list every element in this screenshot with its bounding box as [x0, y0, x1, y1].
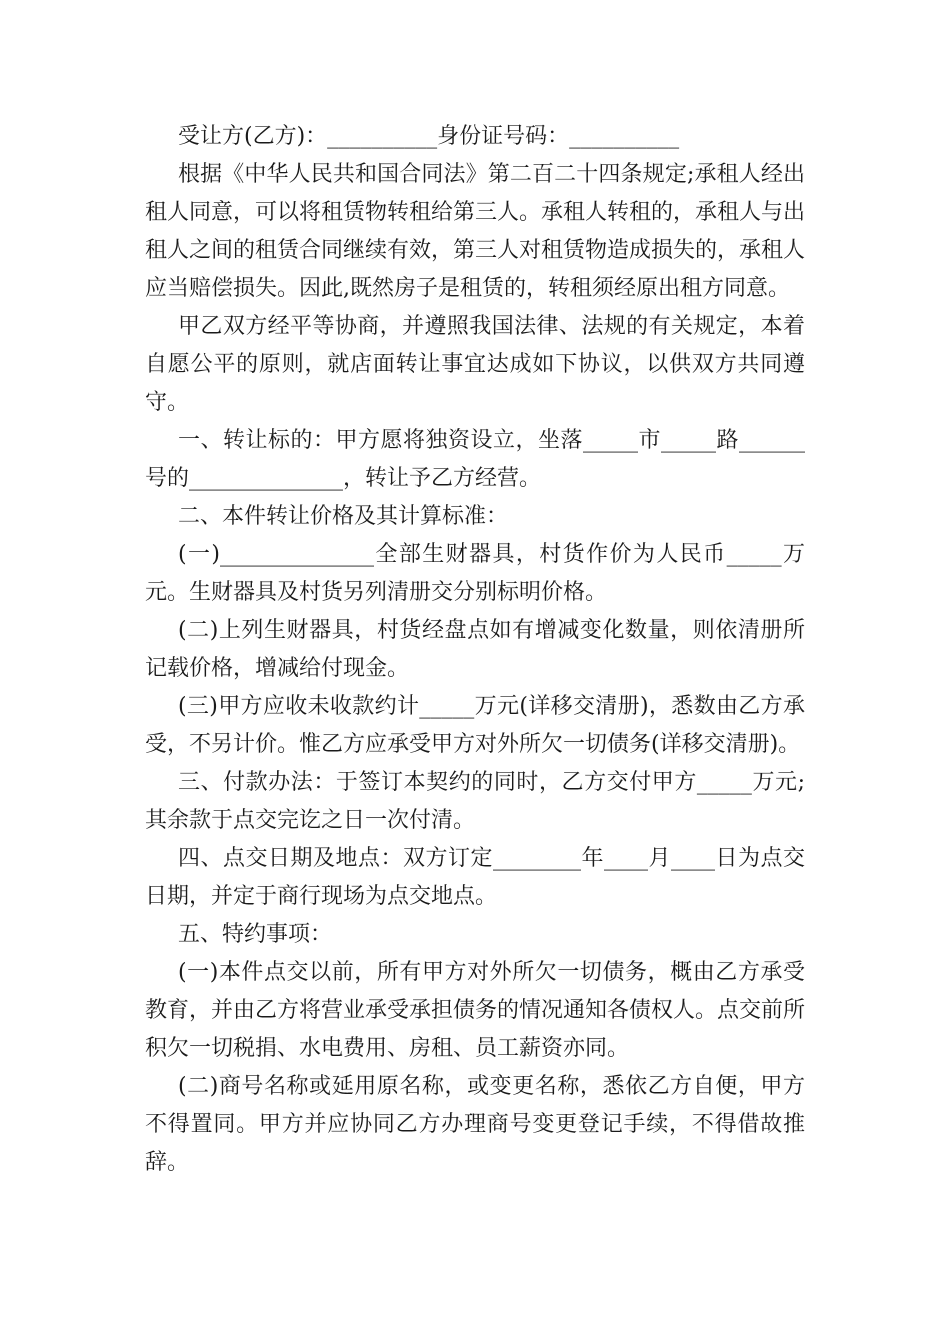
agreement-intro-paragraph: 甲乙双方经平等协商，并遵照我国法律、法规的有关规定，本着自愿公平的原则，就店面转让事宜达成如下协议，以供双方共同遵守。 — [145, 314, 805, 415]
clause-5-item-2: (二)商号名称或延用原名称，或变更名称，悉依乙方自便，甲方不得置同。甲方并应协同乙方办理商号变更登记手续，不得借故推辞。 — [145, 1074, 805, 1175]
clause-1-transfer-subject: 一、转让标的：甲方愿将独资设立，坐落_____市_____路______号的______________，转让予乙方经营。 — [145, 428, 805, 491]
clause-5-item-1: (一)本件点交以前，所有甲方对外所欠一切债务，概由乙方承受教育，并由乙方将营业承受承担债务的情况通知各债权人。点交前所积欠一切税捐、水电费用、房租、员工薪资亦同。 — [145, 960, 806, 1061]
clause-5-heading: 五、特约事项： — [178, 922, 333, 947]
clause-2-item-3: (三)甲方应收未收款约计_____万元(详移交清册)，悉数由乙方承受，不另计价。惟乙方应承受甲方对外所欠一切债务(详移交清册)。 — [145, 694, 805, 757]
document-body — [145, 118, 805, 1182]
clause-2-heading: 二、本件转让价格及其计算标准： — [178, 504, 509, 529]
legal-basis-paragraph: 根据《中华人民共和国合同法》第二百二十四条规定;承租人经出租人同意，可以将租赁物转租给第三人。承租人转租的，承租人与出租人之间的租赁合同继续有效，第三人对租赁物造成损失的，承租人应当赔偿损失。因此,既然房子是租赁的，转租须经原出租方同意。 — [145, 162, 806, 301]
clause-4-handover-date: 四、点交日期及地点：双方订定________年____月____日为点交日期，并定于商行现场为点交地点。 — [145, 846, 805, 909]
transferee-id-line: 受让方(乙方)：__________身份证号码：__________ — [178, 124, 680, 149]
clause-3-payment: 三、付款办法：于签订本契约的同时，乙方交付甲方_____万元;其余款于点交完讫之日一次付清。 — [145, 770, 805, 833]
clause-2-item-2: (二)上列生财器具，村货经盘点如有增减变化数量，则依清册所记载价格，增减给付现金。 — [145, 618, 805, 681]
clause-2-item-1: (一)______________全部生财器具，村货作价为人民币_____万元。生财器具及村货另列清册交分别标明价格。 — [145, 542, 805, 605]
